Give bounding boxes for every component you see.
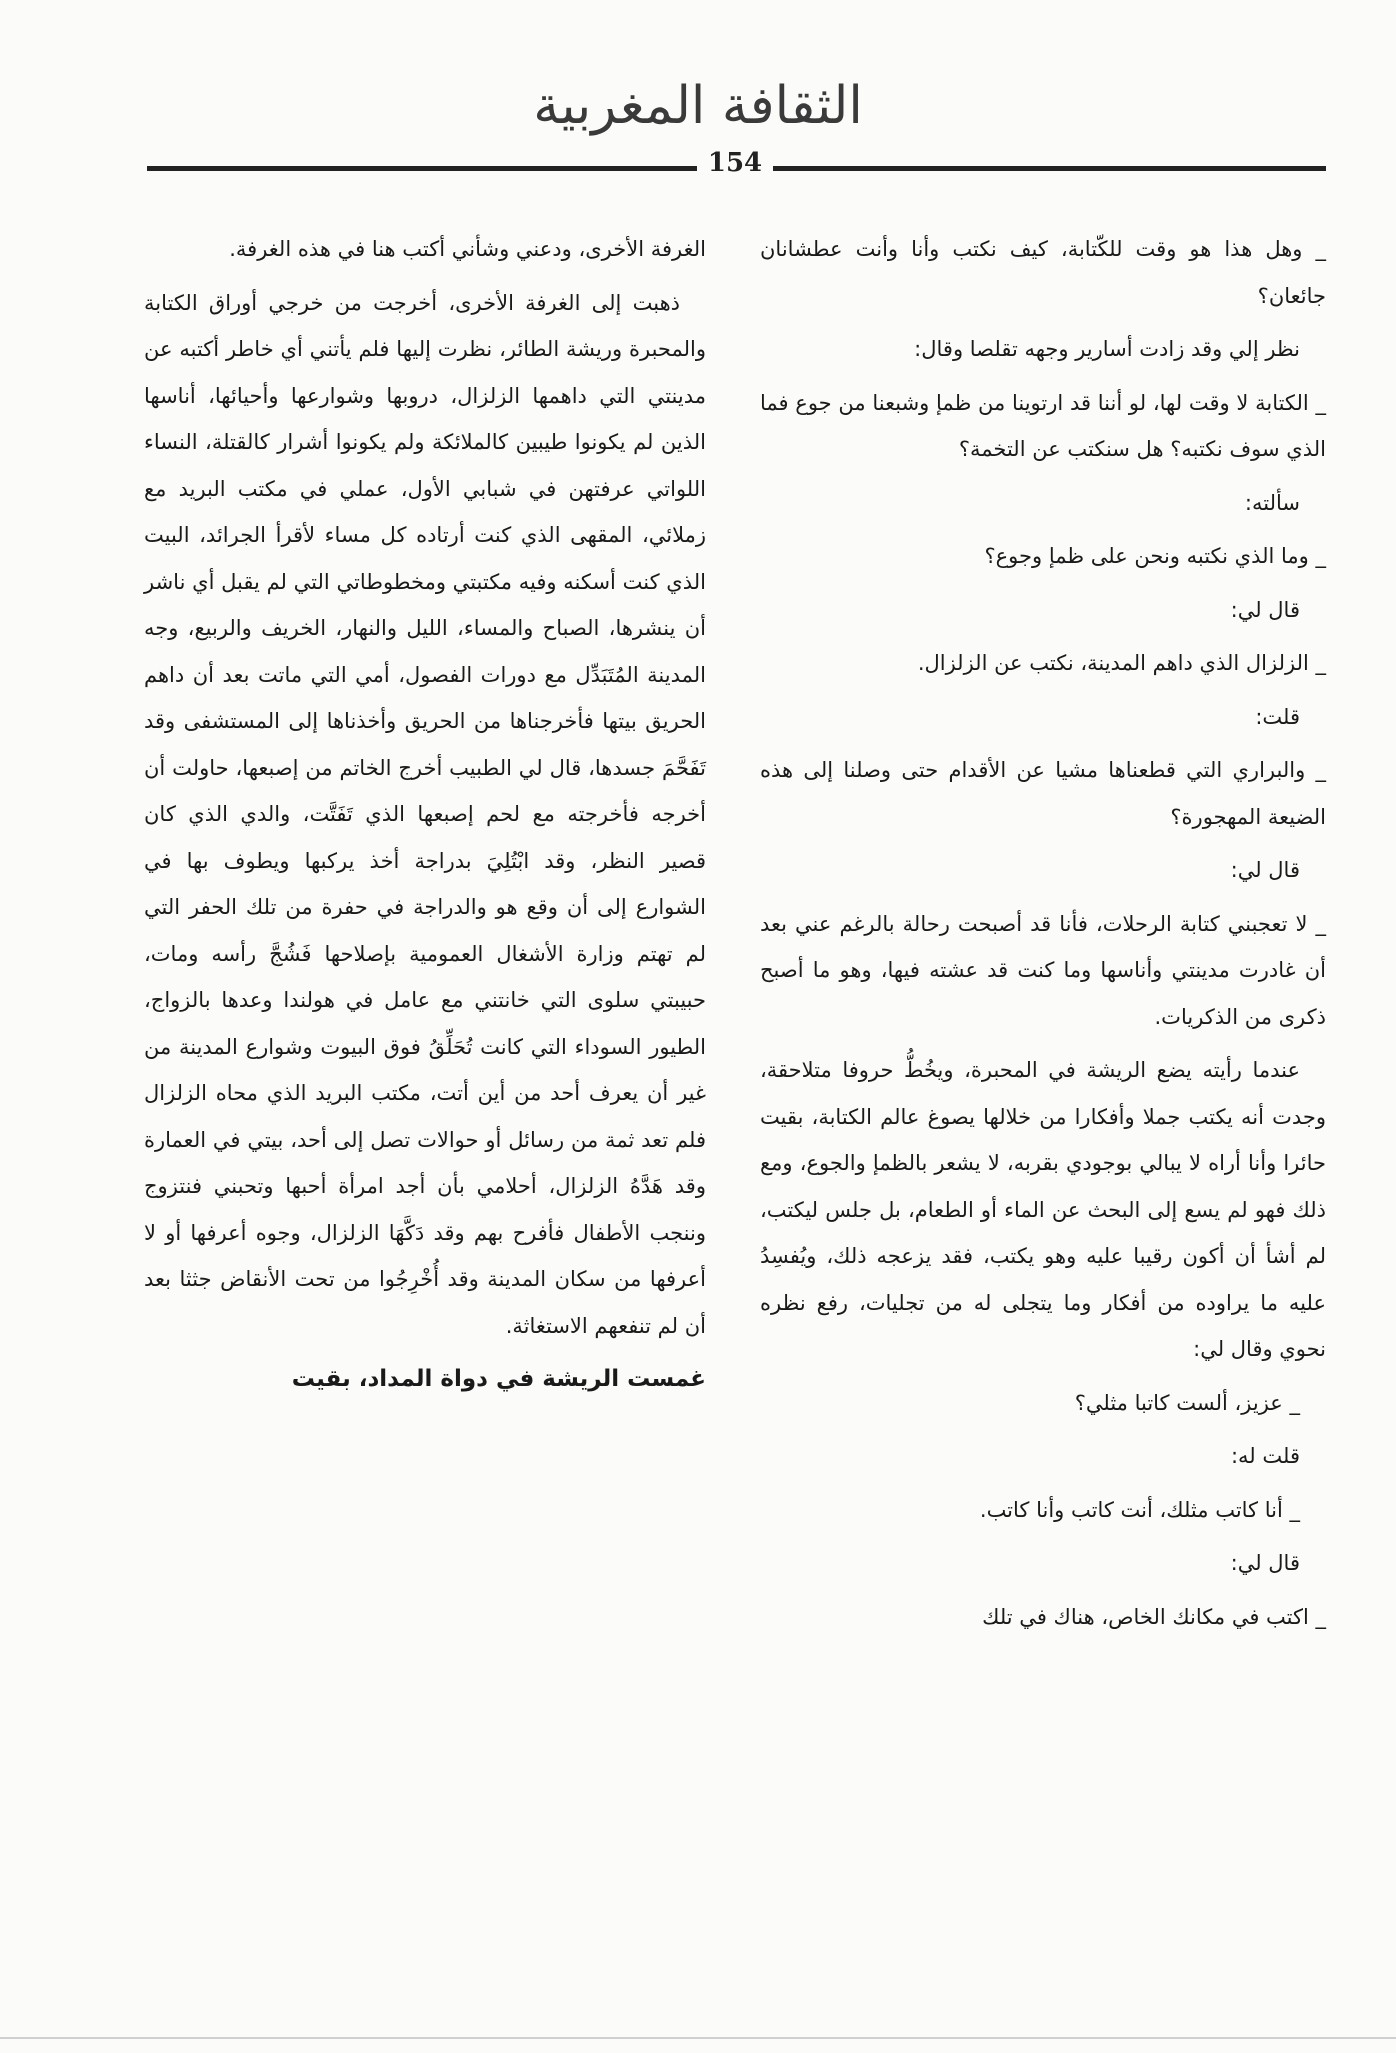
paragraph: _ وما الذي نكتبه ونحن على ظمإ وجوع؟ (984, 544, 1326, 568)
paragraph: ذهبت إلى الغرفة الأخرى، أخرجت من خرجي أوراق الكتابة والمحبرة وريشة الطائر، نظرت إليها فلم يأتني أي خاطر أكتبه عن مدينتي التي داهمها الزلزال، دروبها وشوارعها وأحيائها، أناسها الذين لم يكونوا طيبين كالملائكة ولم يكونوا أشرار كالقتلة، النساء اللواتي عرفتهن في شبابي الأول، عملي في مكتب البريد مع زملائي، المقهى الذي كنت أرتاده كل مساء لأقرأ الجرائد، البيت الذي كنت أسكنه وفيه مكتبتي ومخطوطاتي التي لم يقبل أي ناشر أن ينشرها، الصباح والمساء، الليل والنهار، الخريف والربيع، وجه المدينة المُتَبَدِّل مع دورات الفصول، أمي التي ماتت بعد أن داهم الحريق بيتها فأخرجناها من الحريق وأخذناها إلى المستشفى وقد تَفَحَّمَ جسدها، قال لي الطبيب أخرج الخاتم من إصبعها، حاولت أن أخرجه فأخرجته مع لحم إصبعها الذي تَفَتَّت، والدي الذي كان قصير النظر، وقد ابْتُلِيَ بدراجة أخذ يركبها ويطوف بها في الشوارع إلى أن وقع هو والدراجة في حفرة من تلك الحفر التي لم تهتم وزارة الأشغال العمومية بإصلاحها فَشُجَّ رأسه ومات، حبيبتي سلوى التي خانتني مع عامل في هولندا وعدها بالزواج، الطيور السوداء التي كانت تُحَلِّقُ فوق البيوت وشوارع المدينة من غير أن يعرف أحد من أين أتت، مكتب البريد الذي محاه الزلزال فلم تعد ثمة من رسائل أو حوالات تصل إلى أحد، بيتي في العمارة وقد هَدَّهُ الزلزال، أحلامي بأن أجد امرأة أحبها وتحبني فنتزوج وننجب الأطفال فأفرح بهم وقد دَكَّهَا الزلزال، وجوه أعرفها أو لا أعرفها من سكان المدينة وقد أُخْرِجُوا من تحت الأنقاض جثثا بعد أن لم تنفعهم الاستغاثة. (144, 290, 706, 1338)
dialog-label: سألته: (1244, 490, 1300, 515)
header-rule-left (147, 166, 697, 171)
dialog-label: قال لي: (1230, 1551, 1300, 1575)
paragraph: _ عزيز، ألست كاتبا مثلي؟ (1074, 1390, 1300, 1415)
page-number: 154 (707, 148, 763, 178)
paragraph: _ الكتابة لا وقت لها، لو أننا قد ارتوينا من ظمإ وشبعنا من جوع فما الذي سوف نكتبه؟ هل سنكتب عن التخمة؟ (760, 390, 1326, 461)
paragraph: غمست الريشة في دواة المداد، بقيت (291, 1366, 706, 1392)
dialog-label: قال لي: (1230, 597, 1300, 622)
paragraph: _ والبراري التي قطعناها مشيا عن الأقدام حتى وصلنا إلى هذه الضيعة المهجورة؟ (760, 758, 1326, 829)
dialog-label: قال لي: (1230, 858, 1300, 882)
paragraph: _ وهل هذا هو وقت للكّتابة، كيف نكتب وأنا وأنت عطشانان جائعان؟ (760, 237, 1326, 308)
right-column (760, 226, 1326, 1647)
header-rule-right (773, 166, 1326, 171)
paragraph: _ اكتب في مكانك الخاص، هناك في تلك (982, 1604, 1326, 1629)
bottom-scan-edge (0, 2037, 1396, 2039)
paragraph: الغرفة الأخرى، ودعني وشأني أكتب هنا في هذه الغرفة. (229, 237, 706, 261)
paragraph: نظر إلي وقد زادت أسارير وجهه تقلصا وقال: (914, 337, 1300, 361)
paragraph: _ لا تعجبني كتابة الرحلات، فأنا قد أصبحت رحالة بالرغم عني بعد أن غادرت مدينتي وأناسها وما كنت قد عشته فيها، وهو ما أصبح ذكرى من الذكريات. (760, 911, 1326, 1029)
dialog-label: قلت: (1255, 704, 1300, 729)
journal-title: الثقافة المغربية (533, 76, 863, 136)
paragraph: _ الزلزال الذي داهم المدينة، نكتب عن الزلزال. (917, 651, 1326, 675)
dialog-label: قلت له: (1230, 1444, 1300, 1468)
left-column (144, 226, 706, 1410)
paragraph: عندما رأيته يضع الريشة في المحبرة، ويخُطُّ حروفا متلاحقة، وجدت أنه يكتب جملا وأفكارا من خلالها يصوغ عالم الكتابة، بقيت حائرا وأنا أراه لا يبالي بوجودي بقربه، لا يشعر بالظمإ والجوع، ومع ذلك فهو لم يسع إلى البحث عن الماء أو الطعام، بل جلس ليكتب، لم أشأ أن أكون رقيبا عليه وهو يكتب، فقد يزعجه ذلك، ويُفسِدُ عليه ما يراوده من أفكار وما يتجلى له من تجليات، رفع نظره نحوي وقال لي: (760, 1058, 1326, 1361)
paragraph: _ أنا كاتب مثلك، أنت كاتب وأنا كاتب. (979, 1497, 1300, 1522)
